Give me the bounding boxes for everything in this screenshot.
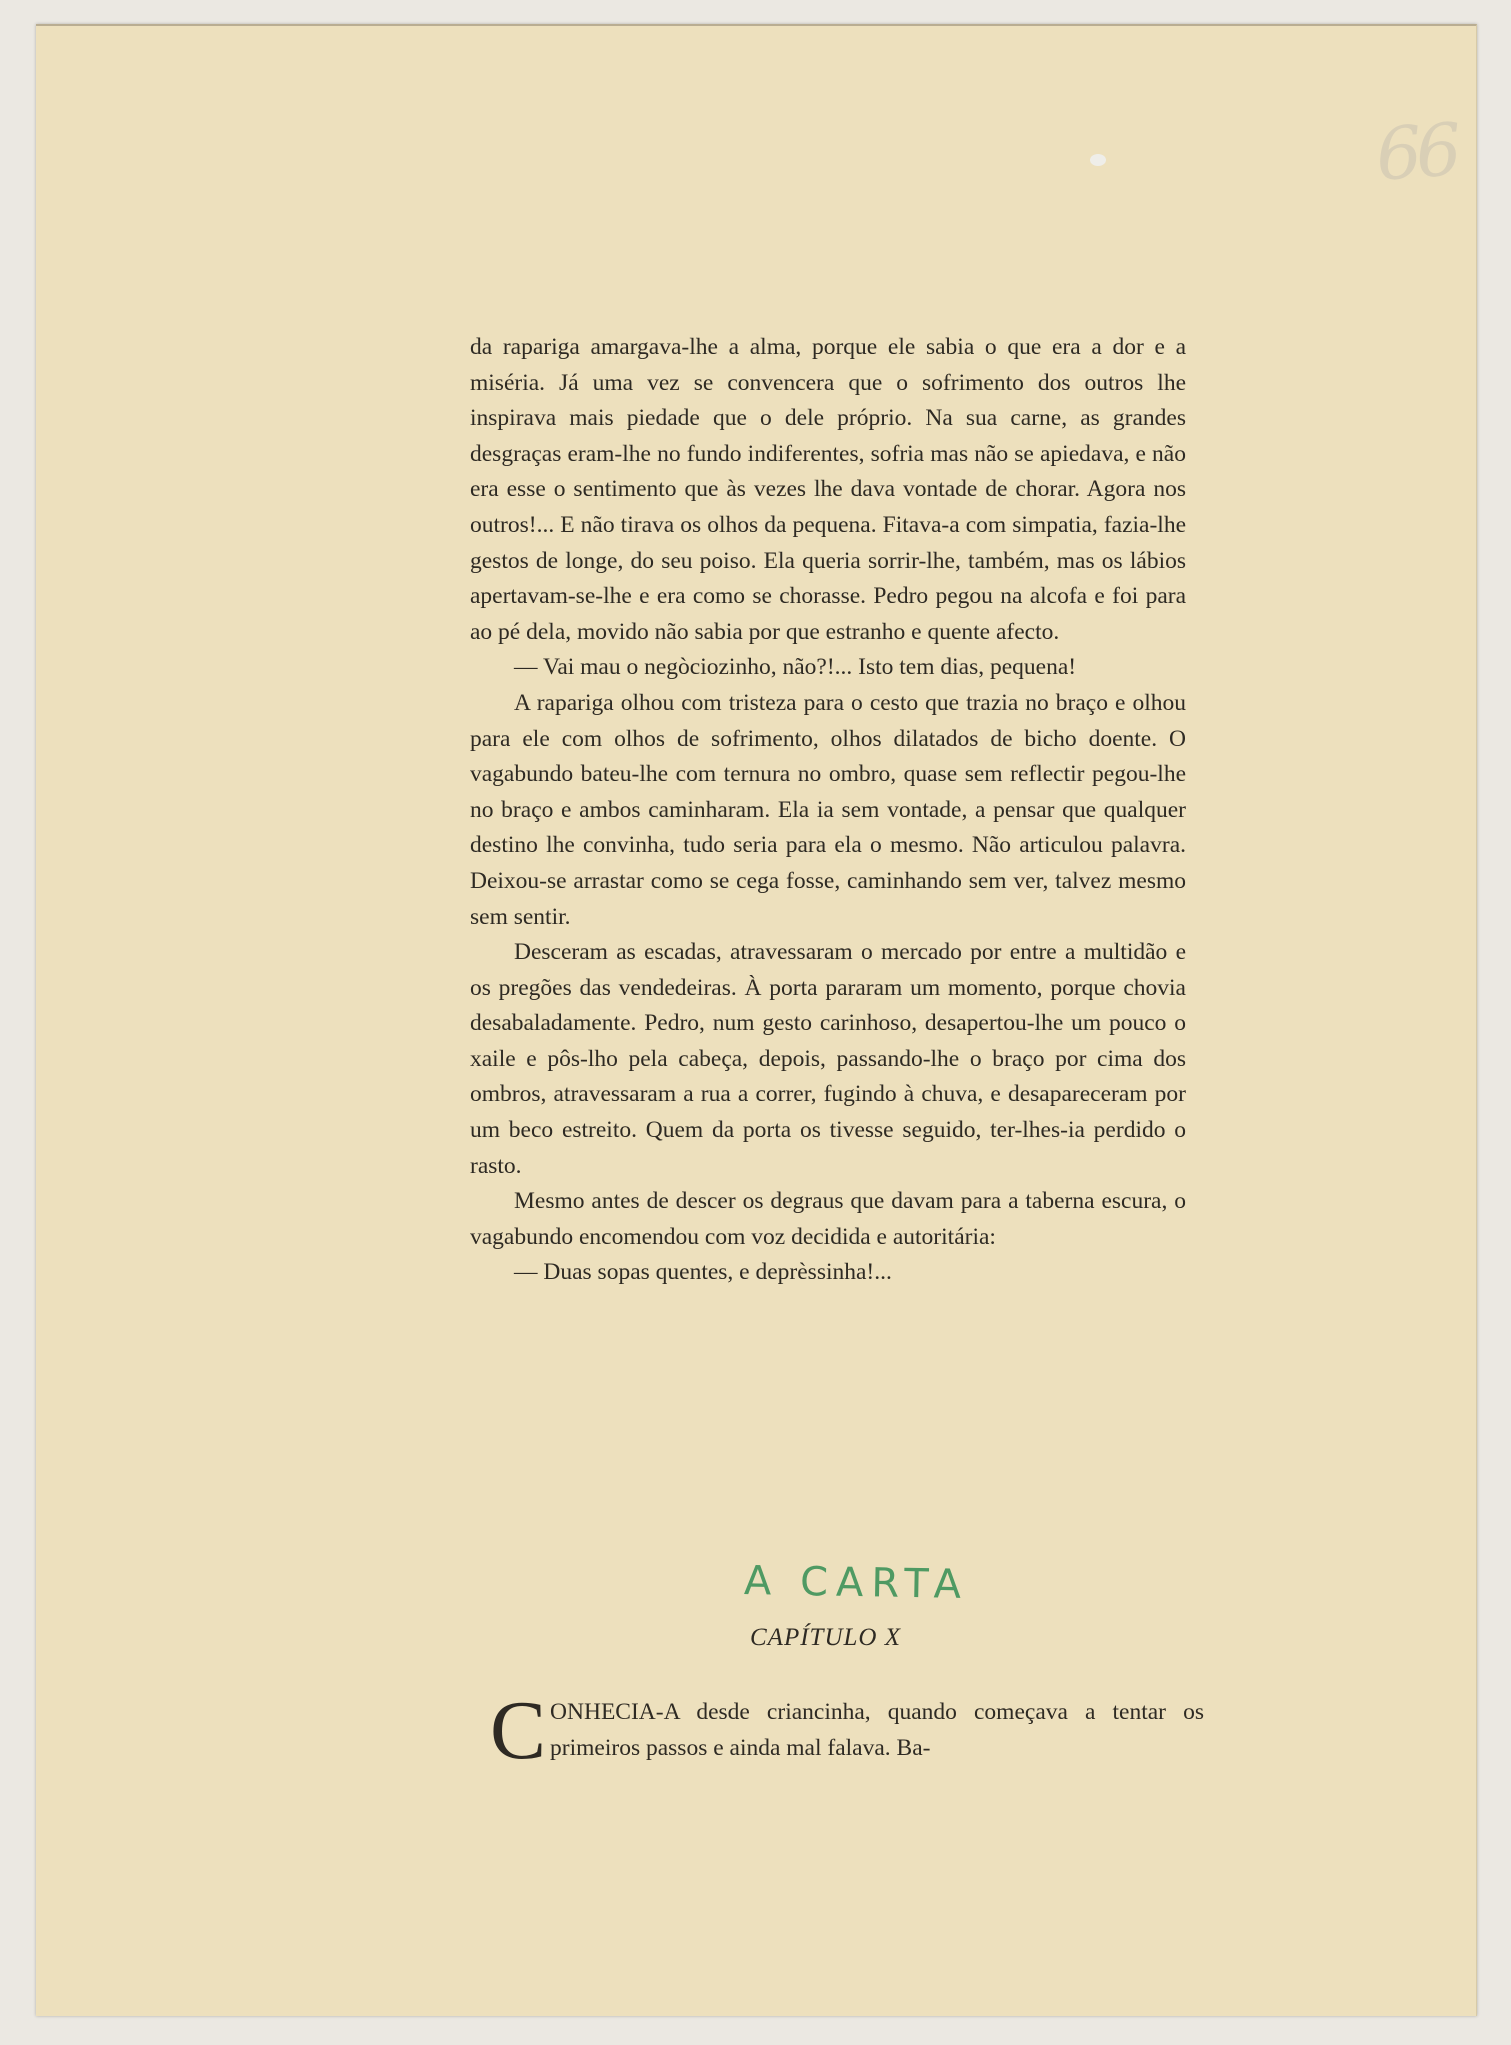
chapter-opening-text: ONHECIA-A desde criancinha, quando começava a tentar os primeiros passos e ainda mal falava. Ba- bbox=[550, 1699, 1204, 1761]
chapter-heading: CAPÍTULO X bbox=[750, 1624, 901, 1651]
paragraph: da rapariga amargava-lhe a alma, porque ele sabia o que era a dor e a miséria. Já uma vez se convencera que o sofrimento dos outros lhe inspirava mais piedade que o dele próprio. Na sua carne, as grandes desgraças eram-lhe no fundo indiferentes, sofria mas não se apiedava, e não era esse o sentimento que às vezes lhe dava vontade de chorar. Agora nos outros!... E não tirava os olhos da pequena. Fitava-a com simpatia, fazia-lhe gestos de longe, do seu poiso. Ela queria sorrir-lhe, também, mas os lábios apertavam-se-lhe e era como se chorasse. Pedro pegou na alcofa e foi para ao pé dela, movido não sabia por que estranho e quente afecto. bbox=[470, 334, 1186, 645]
paragraph: — Vai mau o negòciozinho, não?!... Isto tem dias, pequena! bbox=[514, 654, 1077, 681]
body-text bbox=[470, 330, 1186, 1291]
paragraph: Desceram as escadas, atravessaram o mercado por entre a multidão e os pregões das vendedeiras. À porta pararam um momento, porque chovia desabaladamente. Pedro, num gesto carinhoso, desapertou-lhe um pouco o xaile e pôs-lho pela cabeça, depois, passando-lhe o braço por cima dos ombros, atravessaram a rua a correr, fugindo à chuva, e desapareceram por um beco estreito. Quem da porta os tivesse seguido, ter-lhes-ia perdido o rasto. bbox=[470, 939, 1186, 1179]
book-page bbox=[36, 24, 1477, 2016]
drop-cap: C bbox=[490, 1684, 547, 1777]
folio-number: 66 bbox=[1373, 107, 1459, 197]
paragraph: A rapariga olhou com tristeza para o cesto que trazia no braço e olhou para ele com olhos de sofrimento, olhos dilatados de bicho doente. O vagabundo bateu-lhe com ternura no ombro, quase sem reflectir pegou-lhe no braço e ambos caminharam. Ela ia sem vontade, a pensar que qualquer destino lhe convinha, tudo seria para ela o mesmo. Não articulou palavra. Deixou-se arrastar como se cega fosse, caminhando sem ver, talvez mesmo sem sentir. bbox=[470, 689, 1186, 930]
handwritten-chapter-title: A CARTA bbox=[743, 1558, 970, 1608]
paragraph: Mesmo antes de descer os degraus que davam para a taberna escura, o vagabundo encomendou com voz decidida e autoritária: bbox=[470, 1188, 1186, 1250]
chapter-opening bbox=[490, 1684, 1204, 1777]
paragraph: — Duas sopas quentes, e deprèssinha!... bbox=[514, 1259, 892, 1286]
paper-speck bbox=[1090, 154, 1106, 166]
